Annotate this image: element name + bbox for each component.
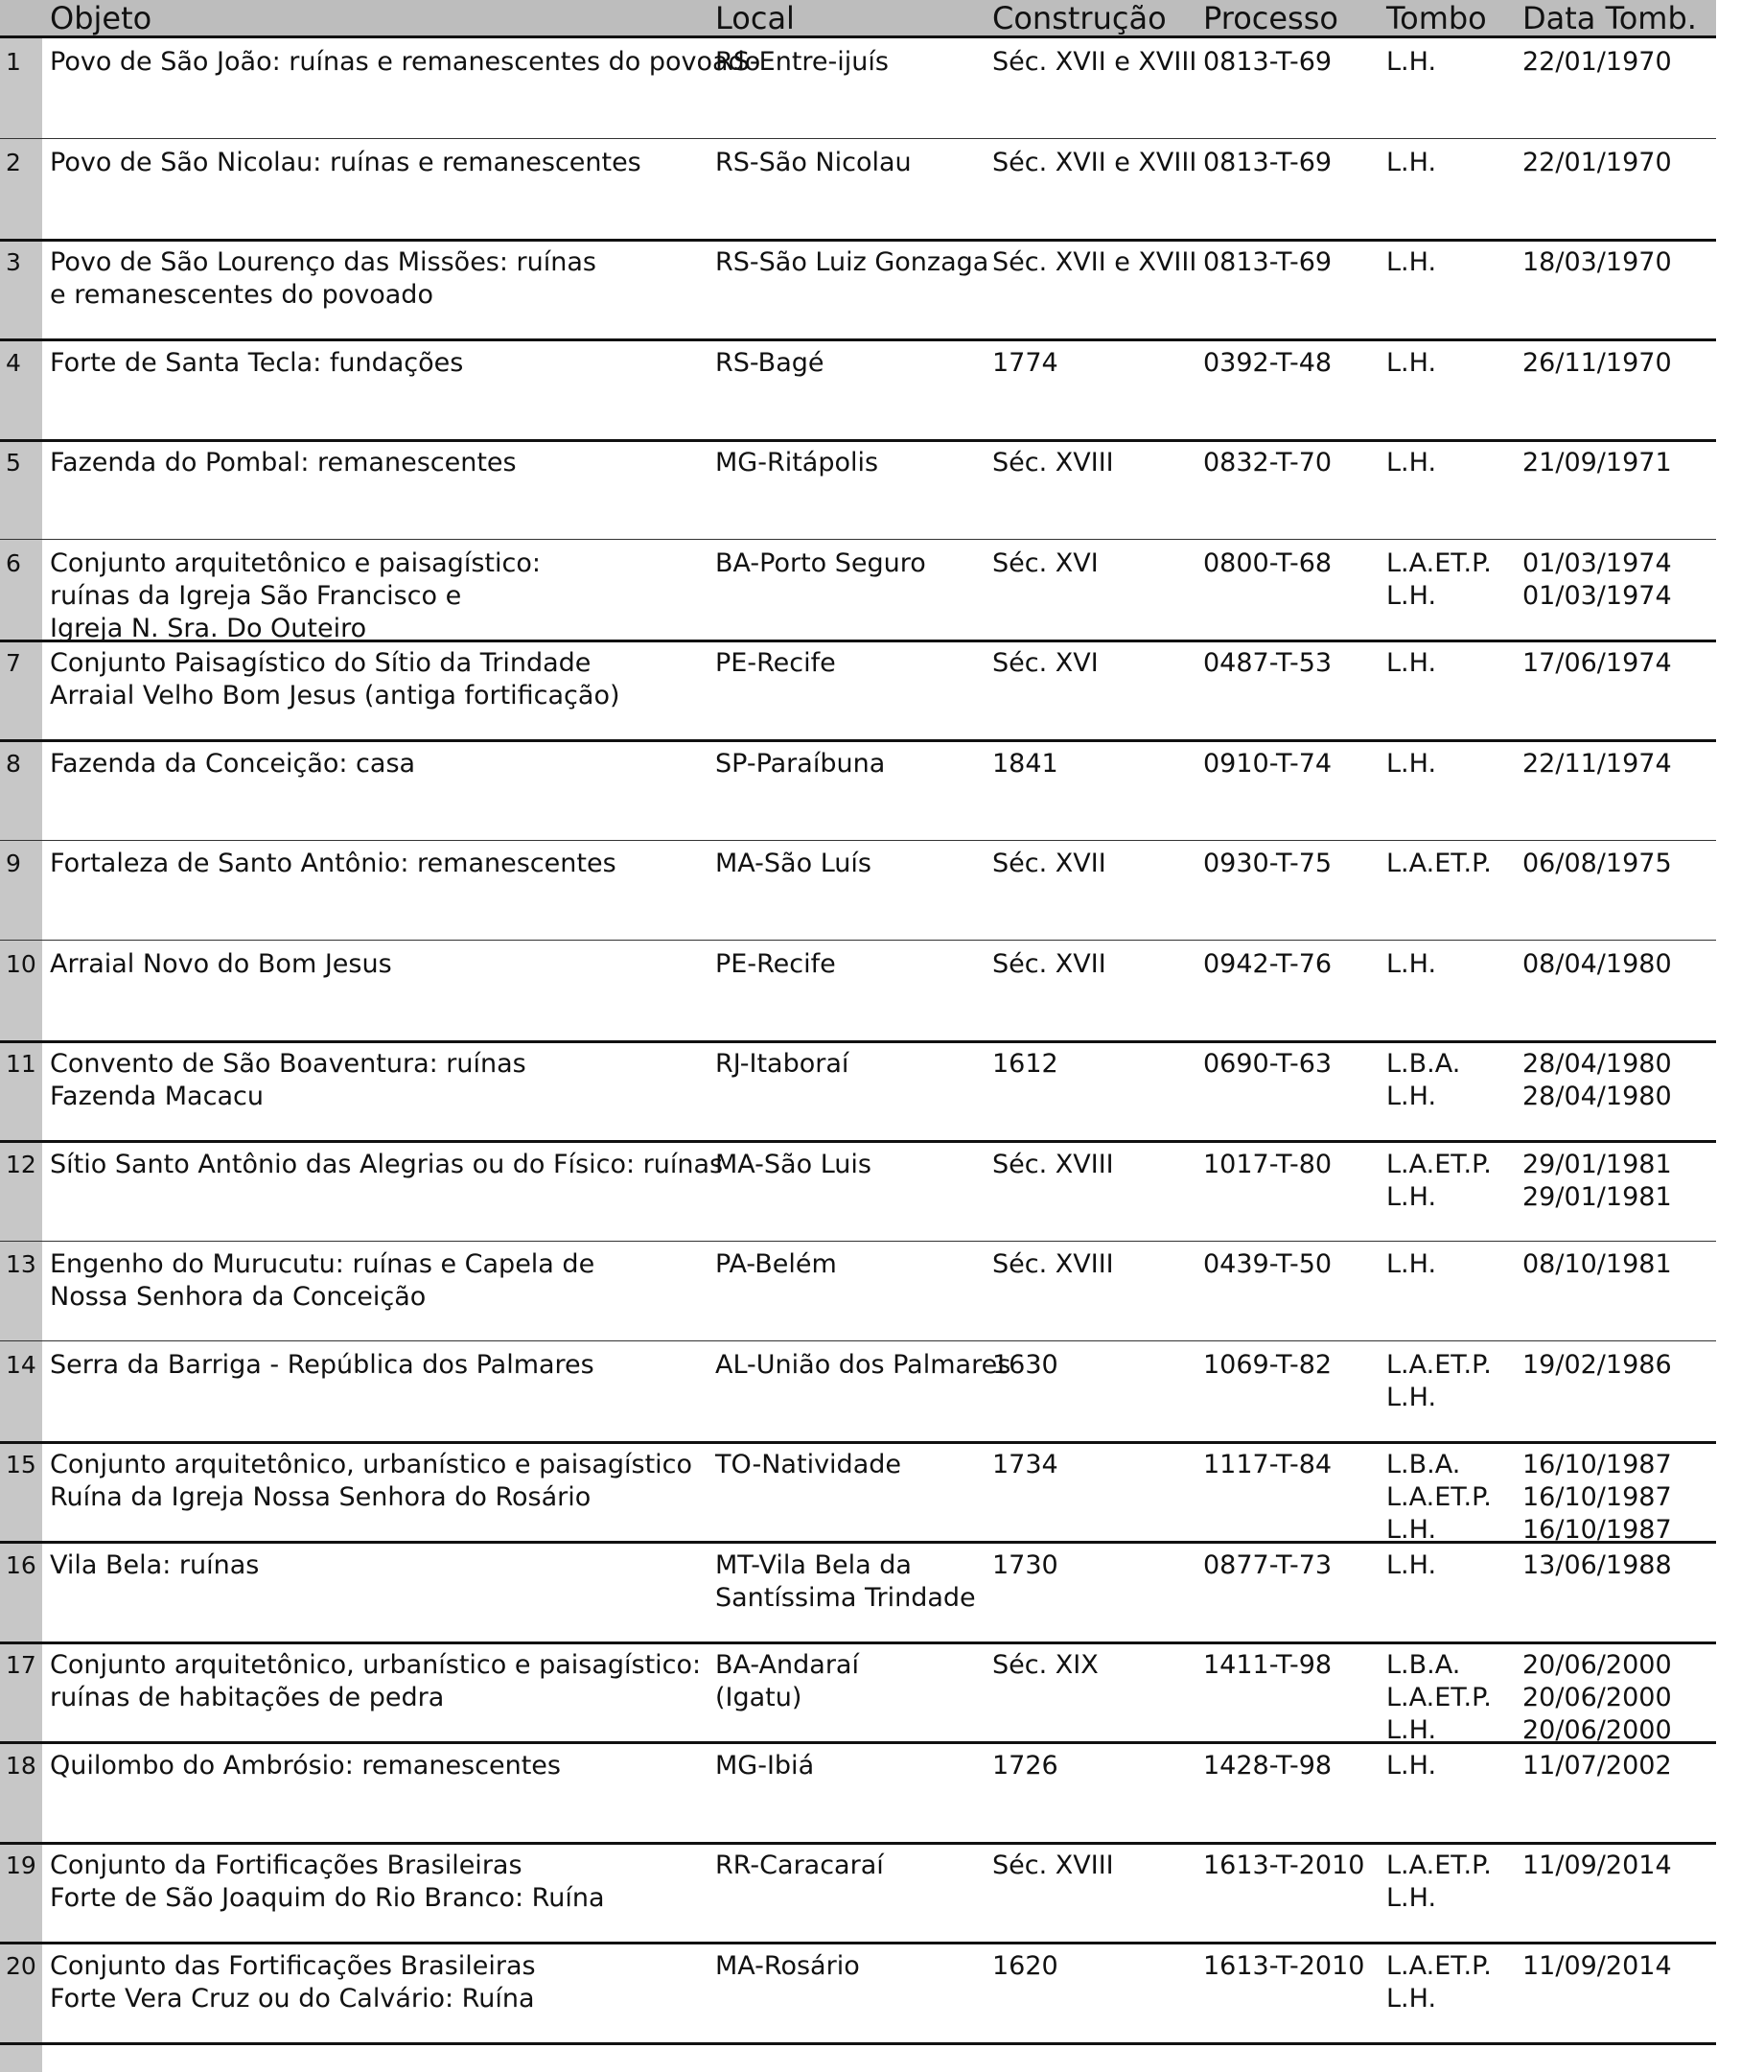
cell-data-line: 29/01/1981 bbox=[1522, 1181, 1672, 1212]
cell-tombo-line: L.H. bbox=[1386, 1249, 1437, 1279]
cell-data bbox=[1522, 1048, 1672, 1113]
cell-construcao: Séc. XVIII bbox=[992, 1851, 1114, 1880]
cell-data-line: 16/10/1987 bbox=[1522, 1482, 1672, 1512]
cell-local-line: MA-São Luís bbox=[715, 849, 871, 878]
cell-local bbox=[715, 1750, 814, 1782]
table-row bbox=[0, 339, 1716, 442]
cell-processo: 1411-T-98 bbox=[1203, 1650, 1333, 1680]
cell-tombo bbox=[1386, 948, 1436, 981]
cell-processo: 1613-T-2010 bbox=[1203, 1851, 1365, 1880]
cell-tombo bbox=[1386, 347, 1436, 380]
cell-local bbox=[715, 1649, 859, 1714]
row-number: 10 bbox=[6, 949, 36, 978]
cell-tombo bbox=[1386, 848, 1492, 880]
cell-tombo-line: L.A.ET.P. bbox=[1386, 547, 1492, 578]
cell-objeto bbox=[50, 1149, 723, 1181]
cell-objeto bbox=[50, 948, 392, 981]
cell-data-line: 11/09/2014 bbox=[1522, 1851, 1672, 1880]
cell-local bbox=[715, 1449, 901, 1481]
cell-objeto-line: e remanescentes do povoado bbox=[50, 280, 433, 310]
cell-processo: 0832-T-70 bbox=[1203, 448, 1333, 477]
cell-data-line: 22/11/1974 bbox=[1522, 748, 1672, 779]
cell-data bbox=[1522, 1449, 1672, 1547]
row-number: 14 bbox=[6, 1350, 36, 1379]
cell-tombo-line: L.A.ET.P. bbox=[1386, 1683, 1492, 1712]
cell-objeto-line: Engenho do Murucutu: ruínas e Capela de bbox=[50, 1249, 595, 1279]
cell-construcao: Séc. XVII e XVIII bbox=[992, 247, 1197, 277]
header-objeto: Objeto bbox=[50, 0, 152, 36]
cell-local bbox=[715, 647, 836, 680]
cell-local-line: AL-União dos Palmares bbox=[715, 1349, 1011, 1380]
cell-data-line: 11/09/2014 bbox=[1522, 1950, 1672, 1981]
cell-local bbox=[715, 748, 885, 780]
cell-processo: 0392-T-48 bbox=[1203, 347, 1333, 378]
cell-objeto-line: Povo de São João: ruínas e remanescentes do povoado bbox=[50, 47, 761, 77]
table-row bbox=[0, 239, 1716, 341]
cell-objeto-line: Conjunto das Fortificações Brasileiras bbox=[50, 1950, 536, 1981]
row-number: 8 bbox=[6, 749, 21, 778]
cell-tombo-line: L.H. bbox=[1386, 948, 1437, 979]
cell-construcao: 1726 bbox=[992, 1750, 1058, 1781]
cell-objeto bbox=[50, 647, 620, 712]
cell-tombo bbox=[1386, 1449, 1492, 1547]
cell-tombo bbox=[1386, 447, 1436, 479]
cell-objeto-line: Conjunto Paisagístico do Sítio da Trindade bbox=[50, 648, 592, 678]
row-number: 15 bbox=[6, 1451, 36, 1478]
cell-objeto bbox=[50, 1048, 526, 1113]
cell-local-line: BA-Porto Seguro bbox=[715, 547, 926, 578]
table-row bbox=[0, 941, 1716, 1043]
table-row bbox=[0, 1141, 1716, 1242]
cell-tombo-line: L.B.A. bbox=[1386, 1650, 1461, 1680]
cell-construcao: Séc. XVII e XVIII bbox=[992, 47, 1197, 77]
cell-data-line: 08/04/1980 bbox=[1522, 948, 1672, 979]
table-row bbox=[0, 1542, 1716, 1644]
row-number: 7 bbox=[6, 649, 21, 677]
cell-tombo-line: L.H. bbox=[1386, 748, 1437, 779]
cell-data bbox=[1522, 1549, 1672, 1582]
cell-tombo bbox=[1386, 647, 1436, 680]
cell-processo: 1613-T-2010 bbox=[1203, 1950, 1365, 1981]
header-processo: Processo bbox=[1203, 0, 1338, 36]
cell-local-line: MA-Rosário bbox=[715, 1950, 860, 1981]
cell-objeto-line: Igreja N. Sra. Do Outeiro bbox=[50, 613, 367, 643]
cell-data bbox=[1522, 848, 1672, 880]
cell-objeto-line: Fazenda do Pombal: remanescentes bbox=[50, 448, 517, 477]
cell-construcao: 1841 bbox=[992, 748, 1058, 779]
row-number: 20 bbox=[6, 1951, 36, 1980]
table-row bbox=[0, 540, 1716, 642]
cell-data bbox=[1522, 1349, 1672, 1382]
cell-construcao: 1734 bbox=[992, 1450, 1058, 1479]
cell-objeto-line: ruínas de habitações de pedra bbox=[50, 1683, 445, 1712]
row-number: 9 bbox=[6, 850, 21, 877]
table-row bbox=[0, 1943, 1716, 2045]
cell-data-line: 01/03/1974 bbox=[1522, 580, 1672, 611]
cell-processo: 1017-T-80 bbox=[1203, 1149, 1333, 1179]
cell-data bbox=[1522, 347, 1672, 380]
cell-tombo bbox=[1386, 46, 1436, 79]
cell-objeto bbox=[50, 1248, 594, 1314]
row-number: 12 bbox=[6, 1150, 36, 1178]
cell-local-line: RS-São Nicolau bbox=[715, 147, 912, 177]
table-row bbox=[0, 1241, 1716, 1341]
table-row bbox=[0, 1842, 1716, 1944]
cell-data-line: 01/03/1974 bbox=[1522, 547, 1672, 578]
cell-objeto-line: Serra da Barriga - República dos Palmares bbox=[50, 1349, 594, 1380]
cell-processo: 0439-T-50 bbox=[1203, 1249, 1333, 1279]
cell-tombo-line: L.H. bbox=[1386, 247, 1437, 277]
cell-construcao: 1730 bbox=[992, 1549, 1058, 1580]
cell-tombo bbox=[1386, 1950, 1492, 2015]
cell-construcao: Séc. XVIII bbox=[992, 1149, 1114, 1179]
cell-local bbox=[715, 246, 988, 279]
header-data: Data Tomb. bbox=[1522, 0, 1697, 36]
cell-data-line: 20/06/2000 bbox=[1522, 1683, 1672, 1712]
cell-tombo-line: L.H. bbox=[1386, 1549, 1437, 1580]
cell-data-line: 22/01/1970 bbox=[1522, 147, 1672, 177]
cell-objeto-line: Quilombo do Ambrósio: remanescentes bbox=[50, 1750, 561, 1781]
cell-tombo-line: L.H. bbox=[1386, 47, 1437, 77]
cell-processo: 0690-T-63 bbox=[1203, 1049, 1333, 1079]
cell-data-line: 28/04/1980 bbox=[1522, 1082, 1672, 1111]
cell-objeto-line: Arraial Velho Bom Jesus (antiga fortificação) bbox=[50, 681, 620, 710]
row-number: 1 bbox=[6, 48, 21, 76]
cell-data bbox=[1522, 1750, 1672, 1782]
cell-objeto-line: Forte Vera Cruz ou do Calvário: Ruína bbox=[50, 1983, 535, 2014]
cell-processo: 0813-T-69 bbox=[1203, 147, 1333, 177]
cell-objeto-line: Conjunto arquitetônico, urbanístico e paisagístico: bbox=[50, 1650, 702, 1680]
cell-local-line: Santíssima Trindade bbox=[715, 1582, 976, 1613]
cell-data-line: 16/10/1987 bbox=[1522, 1450, 1672, 1479]
cell-objeto-line: Povo de São Nicolau: ruínas e remanescentes bbox=[50, 147, 641, 177]
cell-objeto-line: ruínas da Igreja São Francisco e bbox=[50, 580, 462, 611]
cell-data bbox=[1522, 1850, 1672, 1882]
cell-data bbox=[1522, 647, 1672, 680]
cell-local-line: RJ-Itaboraí bbox=[715, 1049, 849, 1079]
cell-local bbox=[715, 948, 836, 981]
cell-objeto-line: Forte de Santa Tecla: fundações bbox=[50, 347, 464, 378]
cell-construcao: Séc. XVII e XVIII bbox=[992, 147, 1197, 177]
row-number: 5 bbox=[6, 449, 21, 477]
cell-tombo-line: L.B.A. bbox=[1386, 1450, 1461, 1479]
cell-data-line: 21/09/1971 bbox=[1522, 448, 1672, 477]
cell-tombo-line: L.H. bbox=[1386, 347, 1437, 378]
cell-local bbox=[715, 848, 871, 880]
cell-local bbox=[715, 147, 912, 179]
cell-construcao: Séc. XIX bbox=[992, 1650, 1099, 1680]
cell-local bbox=[715, 46, 889, 79]
cell-construcao: Séc. XVI bbox=[992, 547, 1099, 578]
cell-processo: 0813-T-69 bbox=[1203, 47, 1333, 77]
cell-tombo bbox=[1386, 748, 1436, 780]
cell-local-line: SP-Paraíbuna bbox=[715, 748, 886, 779]
cell-objeto-line: Fazenda Macacu bbox=[50, 1082, 264, 1111]
cell-objeto-line: Ruína da Igreja Nossa Senhora do Rosário bbox=[50, 1482, 592, 1512]
cell-objeto bbox=[50, 1950, 536, 2015]
cell-objeto-line: Sítio Santo Antônio das Alegrias ou do Físico: ruínas bbox=[50, 1149, 724, 1179]
row-number: 16 bbox=[6, 1550, 36, 1579]
cell-objeto-line: Forte de São Joaquim do Rio Branco: Ruína bbox=[50, 1883, 605, 1913]
cell-construcao: 1774 bbox=[992, 347, 1058, 378]
cell-objeto bbox=[50, 447, 517, 479]
row-number: 19 bbox=[6, 1851, 36, 1879]
cell-objeto-line: Convento de São Boaventura: ruínas bbox=[50, 1049, 526, 1079]
cell-local-line: RR-Caracaraí bbox=[715, 1851, 884, 1880]
cell-data-line: 18/03/1970 bbox=[1522, 247, 1672, 277]
row-number: 6 bbox=[6, 548, 21, 577]
cell-local-line: MG-Ibiá bbox=[715, 1750, 815, 1781]
cell-data bbox=[1522, 246, 1672, 279]
cell-objeto bbox=[50, 1549, 259, 1582]
cell-tombo bbox=[1386, 1850, 1492, 1915]
cell-tombo bbox=[1386, 1549, 1436, 1582]
table-row bbox=[0, 840, 1716, 941]
cell-tombo-line: L.A.ET.P. bbox=[1386, 1482, 1492, 1512]
row-number: 13 bbox=[6, 1250, 36, 1278]
cell-tombo-line: L.H. bbox=[1386, 448, 1437, 477]
row-number: 4 bbox=[6, 348, 21, 377]
cell-objeto bbox=[50, 748, 415, 780]
cell-construcao: Séc. XVIII bbox=[992, 448, 1114, 477]
cell-objeto-line: Arraial Novo do Bom Jesus bbox=[50, 948, 392, 979]
header-local: Local bbox=[715, 0, 795, 36]
cell-local-line: PE-Recife bbox=[715, 948, 836, 979]
cell-tombo-line: L.B.A. bbox=[1386, 1049, 1461, 1079]
cell-tombo-line: L.A.ET.P. bbox=[1386, 1950, 1492, 1981]
cell-local-line: MA-São Luis bbox=[715, 1149, 871, 1179]
cell-objeto-line: Fazenda da Conceição: casa bbox=[50, 748, 416, 779]
cell-data-line: 20/06/2000 bbox=[1522, 1650, 1672, 1680]
cell-local-line: (Igatu) bbox=[715, 1683, 802, 1712]
cell-tombo bbox=[1386, 246, 1436, 279]
cell-data-line: 28/04/1980 bbox=[1522, 1049, 1672, 1079]
cell-tombo-line: L.H. bbox=[1386, 580, 1437, 611]
cell-local-line: PE-Recife bbox=[715, 648, 836, 678]
cell-objeto-line: Conjunto da Fortificações Brasileiras bbox=[50, 1851, 522, 1880]
cell-objeto bbox=[50, 1850, 605, 1915]
cell-construcao: Séc. XVII bbox=[992, 849, 1106, 878]
cell-data-line: 20/06/2000 bbox=[1522, 1715, 1672, 1745]
cell-objeto-line: Conjunto arquitetônico e paisagístico: bbox=[50, 547, 541, 578]
cell-objeto bbox=[50, 1449, 692, 1514]
table-row bbox=[0, 439, 1716, 540]
cell-data-line: 16/10/1987 bbox=[1522, 1515, 1672, 1545]
cell-construcao: 1630 bbox=[992, 1349, 1058, 1380]
cell-construcao: Séc. XVII bbox=[992, 948, 1106, 979]
cell-data-line: 11/07/2002 bbox=[1522, 1750, 1672, 1781]
cell-data-line: 17/06/1974 bbox=[1522, 648, 1672, 678]
cell-tombo bbox=[1386, 1750, 1436, 1782]
cell-objeto bbox=[50, 547, 541, 645]
cell-local bbox=[715, 547, 926, 580]
table-row bbox=[0, 640, 1716, 742]
cell-tombo bbox=[1386, 1349, 1492, 1414]
cell-tombo bbox=[1386, 1248, 1436, 1281]
table-row bbox=[0, 38, 1716, 139]
cell-local bbox=[715, 1850, 884, 1882]
cell-processo: 1428-T-98 bbox=[1203, 1750, 1333, 1781]
cell-local-line: BA-Andaraí bbox=[715, 1650, 859, 1680]
cell-data bbox=[1522, 1149, 1672, 1214]
cell-data-line: 22/01/1970 bbox=[1522, 47, 1672, 77]
cell-data-line: 26/11/1970 bbox=[1522, 347, 1672, 378]
row-number: 18 bbox=[6, 1751, 36, 1780]
cell-construcao: Séc. XVIII bbox=[992, 1249, 1114, 1279]
cell-data-line: 08/10/1981 bbox=[1522, 1249, 1672, 1279]
cell-local-line: RS-Bagé bbox=[715, 347, 824, 378]
cell-data bbox=[1522, 1649, 1672, 1747]
cell-objeto bbox=[50, 246, 596, 312]
cell-local bbox=[715, 447, 878, 479]
cell-local-line: TO-Natividade bbox=[715, 1450, 901, 1479]
cell-objeto-line: Conjunto arquitetônico, urbanístico e paisagístico bbox=[50, 1450, 693, 1479]
cell-local-line: RS-Entre-ijuís bbox=[715, 47, 889, 77]
row-number: 3 bbox=[6, 248, 21, 276]
header-construcao: Construção bbox=[992, 0, 1167, 36]
cell-data bbox=[1522, 547, 1672, 613]
header-tombo: Tombo bbox=[1386, 0, 1487, 36]
cell-local bbox=[715, 1149, 871, 1181]
cell-objeto bbox=[50, 848, 616, 880]
cell-objeto-line: Vila Bela: ruínas bbox=[50, 1549, 260, 1580]
cell-tombo-line: L.H. bbox=[1386, 147, 1437, 177]
cell-data-line: 13/06/1988 bbox=[1522, 1549, 1672, 1580]
cell-tombo-line: L.A.ET.P. bbox=[1386, 1149, 1492, 1179]
table-header bbox=[0, 0, 1716, 38]
cell-objeto bbox=[50, 1649, 701, 1714]
table-row bbox=[0, 1441, 1716, 1544]
cell-tombo-line: L.H. bbox=[1386, 1515, 1437, 1545]
cell-construcao: 1612 bbox=[992, 1049, 1058, 1079]
cell-tombo bbox=[1386, 147, 1436, 179]
cell-data bbox=[1522, 46, 1672, 79]
cell-processo: 0800-T-68 bbox=[1203, 547, 1333, 578]
cell-tombo bbox=[1386, 1048, 1460, 1113]
row-number: 17 bbox=[6, 1651, 36, 1679]
cell-tombo-line: L.H. bbox=[1386, 1750, 1437, 1781]
cell-data bbox=[1522, 948, 1672, 981]
cell-local bbox=[715, 1048, 848, 1081]
cell-processo: 0813-T-69 bbox=[1203, 247, 1333, 277]
cell-processo: 0487-T-53 bbox=[1203, 648, 1333, 678]
cell-objeto bbox=[50, 1750, 561, 1782]
table-row bbox=[0, 1040, 1716, 1143]
cell-construcao: 1620 bbox=[992, 1950, 1058, 1981]
cell-data bbox=[1522, 1950, 1672, 1983]
cell-data bbox=[1522, 748, 1672, 780]
cell-tombo-line: L.A.ET.P. bbox=[1386, 1349, 1492, 1380]
cell-processo: 0942-T-76 bbox=[1203, 948, 1333, 979]
row-number: 2 bbox=[6, 148, 21, 176]
cell-data bbox=[1522, 147, 1672, 179]
cell-objeto bbox=[50, 147, 641, 179]
cell-tombo-line: L.H. bbox=[1386, 1715, 1437, 1745]
cell-tombo-line: L.H. bbox=[1386, 1382, 1437, 1412]
cell-tombo bbox=[1386, 547, 1492, 613]
table-row bbox=[0, 1341, 1716, 1444]
cell-processo: 0930-T-75 bbox=[1203, 849, 1333, 878]
cell-tombo-line: L.A.ET.P. bbox=[1386, 1851, 1492, 1880]
cell-local-line: PA-Belém bbox=[715, 1249, 837, 1279]
table-row bbox=[0, 139, 1716, 242]
cell-local-line: MG-Ritápolis bbox=[715, 448, 879, 477]
cell-local bbox=[715, 1248, 837, 1281]
cell-tombo-line: L.H. bbox=[1386, 1883, 1437, 1913]
cell-local bbox=[715, 1349, 1010, 1382]
cell-tombo bbox=[1386, 1149, 1492, 1214]
table-row bbox=[0, 1641, 1716, 1744]
cell-local bbox=[715, 1950, 860, 1983]
cell-objeto-line: Fortaleza de Santo Antônio: remanescentes bbox=[50, 849, 616, 878]
table-row bbox=[0, 740, 1716, 841]
cell-objeto-line: Povo de São Lourenço das Missões: ruínas bbox=[50, 247, 596, 277]
cell-tombo-line: L.H. bbox=[1386, 1983, 1437, 2014]
cell-objeto bbox=[50, 1349, 594, 1382]
row-number: 11 bbox=[6, 1050, 36, 1078]
cell-data bbox=[1522, 1248, 1672, 1281]
table-row bbox=[0, 1742, 1716, 1845]
cell-objeto-line: Nossa Senhora da Conceição bbox=[50, 1282, 427, 1312]
cell-tombo-line: L.H. bbox=[1386, 1082, 1437, 1111]
cell-objeto bbox=[50, 46, 760, 79]
cell-local-line: MT-Vila Bela da bbox=[715, 1549, 912, 1580]
cell-local-line: RS-São Luiz Gonzaga bbox=[715, 247, 989, 277]
cell-processo: 1117-T-84 bbox=[1203, 1450, 1333, 1479]
cell-construcao: Séc. XVI bbox=[992, 648, 1099, 678]
cell-data-line: 06/08/1975 bbox=[1522, 849, 1672, 878]
cell-tombo-line: L.A.ET.P. bbox=[1386, 849, 1492, 878]
cell-processo: 0910-T-74 bbox=[1203, 748, 1333, 779]
cell-data-line: 29/01/1981 bbox=[1522, 1149, 1672, 1179]
cell-tombo bbox=[1386, 1649, 1492, 1747]
cell-tombo-line: L.H. bbox=[1386, 648, 1437, 678]
cell-tombo-line: L.H. bbox=[1386, 1181, 1437, 1212]
cell-processo: 1069-T-82 bbox=[1203, 1349, 1333, 1380]
cell-local bbox=[715, 347, 824, 380]
cell-processo: 0877-T-73 bbox=[1203, 1549, 1333, 1580]
cell-local bbox=[715, 1549, 976, 1615]
cell-data-line: 19/02/1986 bbox=[1522, 1349, 1672, 1380]
cell-data bbox=[1522, 447, 1672, 479]
cell-objeto bbox=[50, 347, 463, 380]
